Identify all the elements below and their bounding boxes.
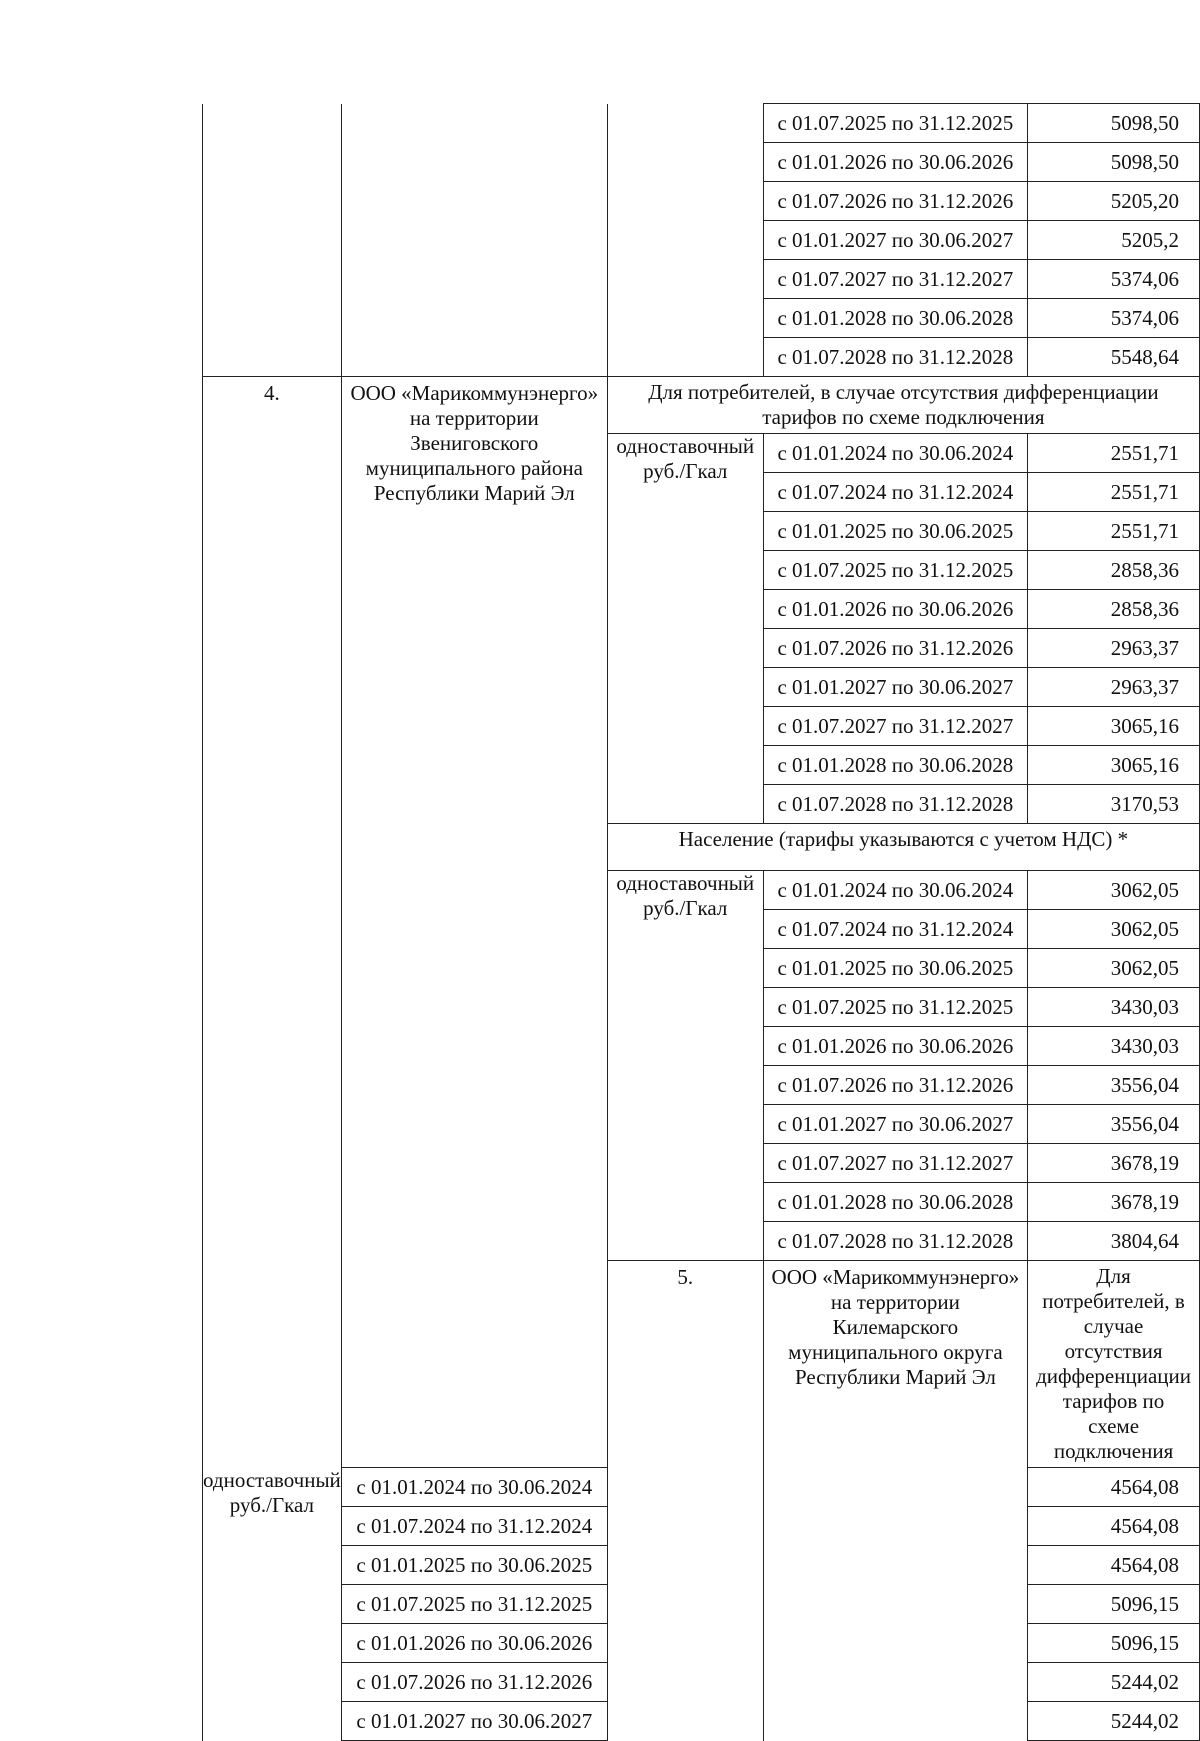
tariff-value-cell: 5096,15: [1028, 1624, 1200, 1663]
tariff-value-cell: 3062,05: [1028, 871, 1200, 910]
period-cell: с 01.01.2025 по 30.06.2025: [763, 949, 1027, 988]
organization-name: ООО «Марикоммунэнерго» на территории Звениговского муниципального района Республики Марий Эл: [341, 377, 607, 1468]
period-cell: с 01.01.2027 по 30.06.2027: [763, 221, 1027, 260]
period-cell: с 01.07.2027 по 31.12.2027: [763, 707, 1027, 746]
tariff-value-cell: 3170,53: [1028, 785, 1200, 824]
tariff-value-cell: 5374,06: [1028, 260, 1200, 299]
period-cell: с 01.07.2028 по 31.12.2028: [763, 1222, 1027, 1261]
tariff-value-cell: 3065,16: [1028, 746, 1200, 785]
period-cell: с 01.07.2026 по 31.12.2026: [763, 629, 1027, 668]
tariff-value-cell: 4564,08: [1028, 1507, 1200, 1546]
table-row: [203, 104, 1200, 143]
period-cell: с 01.07.2028 по 31.12.2028: [763, 785, 1027, 824]
tariff-value-cell: 5548,64: [1028, 338, 1200, 377]
tariff-value-cell: 4564,08: [1028, 1546, 1200, 1585]
period-cell: с 01.01.2026 по 30.06.2026: [763, 590, 1027, 629]
period-cell: с 01.07.2026 по 31.12.2026: [763, 1066, 1027, 1105]
consumer-category: Население (тарифы указываются с учетом НДС) *: [607, 824, 1199, 871]
period-cell: с 01.01.2025 по 30.06.2025: [341, 1546, 607, 1585]
tariff-value-cell: 5205,20: [1028, 182, 1200, 221]
tariff-value-cell: 2551,71: [1028, 434, 1200, 473]
period-cell: с 01.01.2028 по 30.06.2028: [763, 1183, 1027, 1222]
consumer-category: Для потребителей, в случае отсутствия дифференциации тарифов по схеме подключения: [1028, 1261, 1200, 1468]
period-cell: с 01.07.2025 по 31.12.2025: [763, 104, 1027, 143]
tariff-value-cell: 3804,64: [1028, 1222, 1200, 1261]
tariff-type: одноставочный руб./Гкал: [607, 434, 763, 824]
period-cell: с 01.07.2024 по 31.12.2024: [763, 910, 1027, 949]
consumer-category: Для потребителей, в случае отсутствия дифференциации тарифов по схеме подключения: [607, 377, 1199, 434]
organization-name: ООО «Марикоммунэнерго» на территории Килемарского муниципального округа Республики Марий Эл: [763, 1261, 1027, 1741]
period-cell: с 01.07.2028 по 31.12.2028: [763, 338, 1027, 377]
tariff-value-cell: 3430,03: [1028, 988, 1200, 1027]
period-cell: с 01.01.2027 по 30.06.2027: [341, 1702, 607, 1741]
period-cell: с 01.01.2025 по 30.06.2025: [763, 512, 1027, 551]
tariff-value-cell: 2858,36: [1028, 590, 1200, 629]
period-cell: с 01.07.2027 по 31.12.2027: [763, 1144, 1027, 1183]
period-cell: с 01.01.2026 по 30.06.2026: [341, 1624, 607, 1663]
tariff-value-cell: 3678,19: [1028, 1144, 1200, 1183]
tariff-value-cell: 5374,06: [1028, 299, 1200, 338]
period-cell: с 01.07.2024 по 31.12.2024: [763, 473, 1027, 512]
period-cell: с 01.01.2026 по 30.06.2026: [763, 1027, 1027, 1066]
tariff-type: одноставочный руб./Гкал: [203, 1468, 342, 1741]
period-cell: с 01.07.2025 по 31.12.2025: [763, 551, 1027, 590]
tariff-value-cell: 5098,50: [1028, 104, 1200, 143]
tariff-table: [202, 103, 1200, 1741]
period-cell: с 01.01.2024 по 30.06.2024: [341, 1468, 607, 1507]
row-number: 5.: [607, 1261, 763, 1741]
period-cell: с 01.07.2024 по 31.12.2024: [341, 1507, 607, 1546]
period-cell: с 01.07.2026 по 31.12.2026: [763, 182, 1027, 221]
period-cell: с 01.07.2025 по 31.12.2025: [341, 1585, 607, 1624]
tariff-value-cell: 5098,50: [1028, 143, 1200, 182]
tariff-value-cell: 2963,37: [1028, 629, 1200, 668]
tariff-value-cell: 5205,2: [1028, 221, 1200, 260]
period-cell: с 01.01.2027 по 30.06.2027: [763, 1105, 1027, 1144]
tariff-value-cell: 5096,15: [1028, 1585, 1200, 1624]
period-cell: с 01.01.2027 по 30.06.2027: [763, 668, 1027, 707]
num-cell-empty: [203, 104, 342, 377]
tariff-value-cell: 3556,04: [1028, 1105, 1200, 1144]
tariff-value-cell: 5244,02: [1028, 1702, 1200, 1741]
tariff-value-cell: 2963,37: [1028, 668, 1200, 707]
org-cell-empty: [341, 104, 607, 377]
period-cell: с 01.01.2024 по 30.06.2024: [763, 871, 1027, 910]
tariff-value-cell: 3062,05: [1028, 910, 1200, 949]
tariff-value-cell: 2551,71: [1028, 512, 1200, 551]
tariff-type: одноставочный руб./Гкал: [607, 871, 763, 1261]
tariff-value-cell: 3430,03: [1028, 1027, 1200, 1066]
period-cell: с 01.07.2027 по 31.12.2027: [763, 260, 1027, 299]
tariff-value-cell: 2858,36: [1028, 551, 1200, 590]
period-cell: с 01.01.2024 по 30.06.2024: [763, 434, 1027, 473]
period-cell: с 01.07.2025 по 31.12.2025: [763, 988, 1027, 1027]
period-cell: с 01.01.2028 по 30.06.2028: [763, 746, 1027, 785]
period-cell: с 01.07.2026 по 31.12.2026: [341, 1663, 607, 1702]
tariff-value-cell: 2551,71: [1028, 473, 1200, 512]
row-number: 4.: [203, 377, 342, 1468]
tariff-value-cell: 3062,05: [1028, 949, 1200, 988]
period-cell: с 01.01.2028 по 30.06.2028: [763, 299, 1027, 338]
type-cell-empty: [607, 104, 763, 377]
tariff-value-cell: 5244,02: [1028, 1663, 1200, 1702]
tariff-value-cell: 4564,08: [1028, 1468, 1200, 1507]
table-row: [203, 377, 1200, 434]
tariff-value-cell: 3556,04: [1028, 1066, 1200, 1105]
period-cell: с 01.01.2026 по 30.06.2026: [763, 143, 1027, 182]
tariff-value-cell: 3678,19: [1028, 1183, 1200, 1222]
tariff-value-cell: 3065,16: [1028, 707, 1200, 746]
